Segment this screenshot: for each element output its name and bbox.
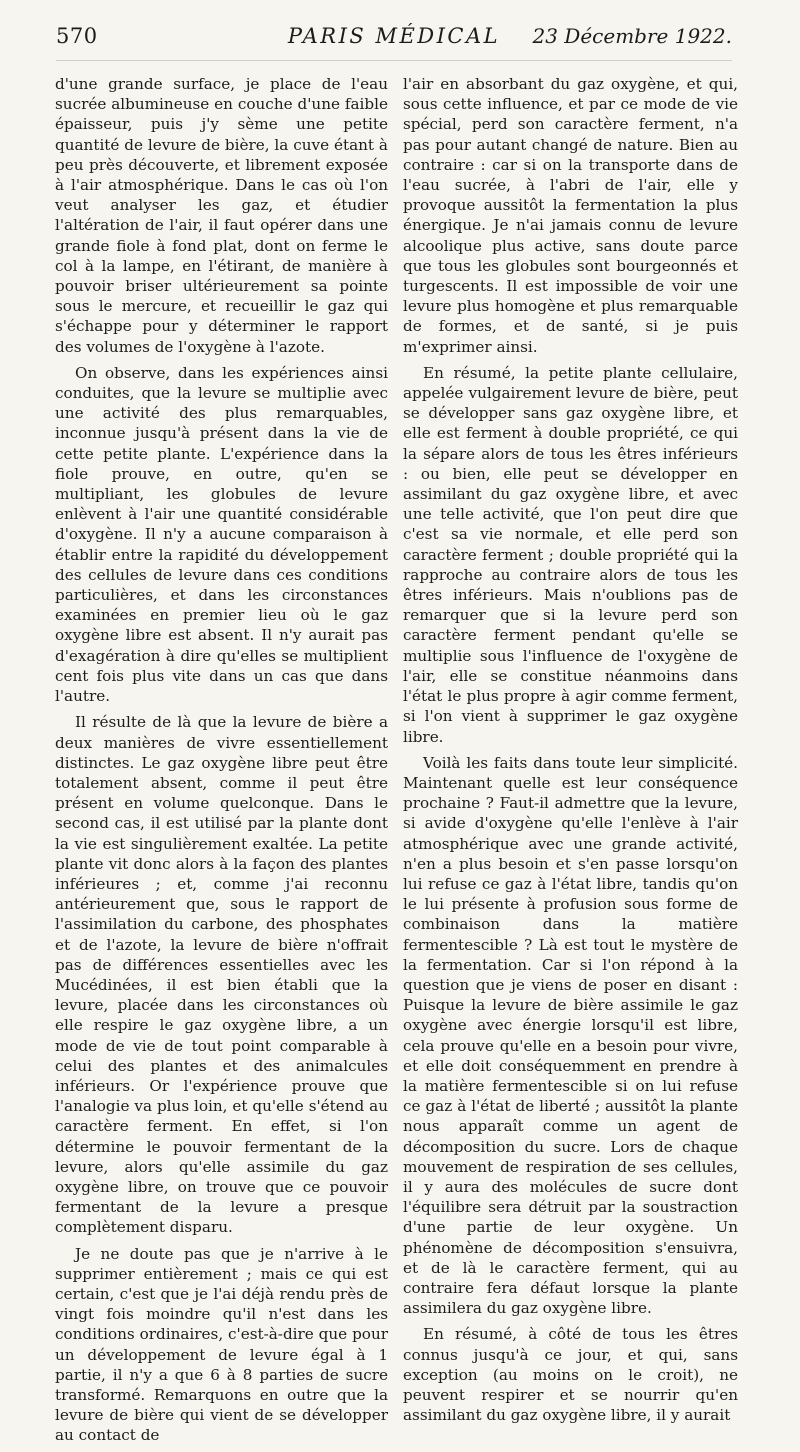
page-number: 570 <box>56 24 98 48</box>
paragraph: Voilà les faits dans toute leur simplicité. Maintenant quelle est leur conséquence prochaine ? Faut-il admettre que la levure, si avide d'oxygène qu'elle l'enlève à l'air atmosphérique avec une grande activité, n'en a plus besoin et s'en passe lorsqu'on lui refuse ce gaz à l'état libre, tandis qu'on le lui présente à profusion sous forme de combinaison dans la matière fermentescible ? Là est tout le mystère de la fermentation. Car si l'on répond à la question que je viens de poser en disant : Puisque la levure de bière assimile le gaz oxygène avec énergie lorsqu'il est libre, cela prouve qu'elle en a besoin pour vivre, et elle doit conséquemment en prendre à la matière fermentescible si on lui refuse ce gaz à l'état de liberté ; aussitôt la plante nous apparaît comme un agent de décomposition du sucre. Lors de chaque mouvement de respiration de ses cellules, il y aura des molécules de sucre dont l'équilibre sera détruit par la soustraction d'une partie de leur oxygène. Un phénomène de décomposition s'ensuivra, et de là le caractère ferment, qui au contraire fera défaut lorsque la plante assimilera du gaz oxygène libre. <box>403 753 738 1318</box>
journal-title: PARIS MÉDICAL <box>287 24 501 48</box>
paragraph: En résumé, la petite plante cellulaire, appelée vulgairement levure de bière, peut se développer sans gaz oxygène libre, et elle est ferment à double propriété, ce qui la sépare alors de tous les êtres inférieurs : ou bien, elle peut se développer en assimilant du gaz oxygène libre, et avec une telle activité, que l'on peut dire que c'est sa vie normale, et elle perd son caractère ferment ; double propriété qui la rapproche au contraire alors de tous les êtres inférieurs. Mais n'oublions pas de remarquer que si la levure perd son caractère ferment pendant qu'elle se multiplie sous l'influence de l'oxygène de l'air, elle se constitue néanmoins dans l'état le plus propre à agir comme ferment, si l'on vient à supprimer le gaz oxygène libre. <box>403 363 738 746</box>
paragraph: l'air en absorbant du gaz oxygène, et qui, sous cette influence, et par ce mode de vie spécial, perd son caractère ferment, n'a pas pour autant changé de nature. Bien au contraire : car si on la transporte dans de l'eau sucrée, à l'abri de l'air, elle y provoque aussitôt la fermentation la plus énergique. Je n'ai jamais connu de levure alcoolique plus active, sans doute parce que tous les globules sont bourgeonnés et turgescents. Il est impossible de voir une levure plus homogène et plus remarquable de formes, et de santé, si je puis m'exprimer ainsi. <box>403 75 738 356</box>
right-column <box>403 74 738 1431</box>
paragraph: Je ne doute pas que je n'arrive à le supprimer entièrement ; mais ce qui est certain, c'est que je l'ai déjà rendu près de vingt fois moindre qu'il n'est dans les conditions ordinaires, c'est-à-dire que pour un développement de levure égal à 1 partie, il n'y a que 6 à 8 parties de sucre transformé. Remarquons en outre que la levure de bière qui vient de se développer au contact de <box>55 1244 388 1445</box>
paragraph: En résumé, à côté de tous les êtres connus jusqu'à ce jour, et qui, sans exception (au moins on le croit), ne peuvent respirer et se nourrir qu'en assimilant du gaz oxygène libre, il y aurait <box>403 1325 738 1425</box>
paragraph: On observe, dans les expériences ainsi conduites, que la levure se multiplie avec une activité des plus remarquables, inconnue jusqu'à présent dans la vie de cette petite plante. L'expérience dans la fiole prouve, en outre, qu'en se multipliant, les globules de levure enlèvent à l'air une quantité considérable d'oxygène. Il n'y a aucune comparaison à établir entre la rapidité du développement des cellules de levure dans ces conditions particulières, et dans les circonstances examinées en premier lieu où le gaz oxygène libre est absent. Il n'y aurait pas d'exagération à dire qu'elles se multiplient cent fois plus vite dans un cas que dans l'autre. <box>55 363 388 706</box>
left-column <box>55 74 388 1452</box>
paragraph: Il résulte de là que la levure de bière a deux manières de vivre essentiellement distinctes. Le gaz oxygène libre peut être totalement absent, comme il peut être présent en volume quelconque. Dans le second cas, il est utilisé par la plante dont la vie est singulièrement exaltée. La petite plante vit donc alors à la façon des plantes inférieures ; et, comme j'ai reconnu antérieurement que, sous le rapport de l'assimilation du carbone, des phosphates et de l'azote, la levure de bière n'offrait pas de différences essentielles avec les Mucédinées, il est bien établi que la levure, placée dans les circonstances où elle respire le gaz oxygène libre, a un mode de vie de tout point comparable à celui des plantes et des animalcules inférieurs. Or l'expérience prouve que l'analogie va plus loin, et qu'elle s'étend au caractère ferment. En effet, si l'on détermine le pouvoir fermentant de la levure, alors qu'elle assimile du gaz oxygène libre, on trouve que ce pouvoir fermentant de la levure a presque complètement disparu. <box>55 713 388 1237</box>
paragraph: d'une grande surface, je place de l'eau sucrée albumineuse en couche d'une faible épaisseur, puis j'y sème une petite quantité de levure de bière, la cuve étant à peu près découverte, et librement exposée à l'air atmosphérique. Dans le cas où l'on veut analyser les gaz, et étudier l'altération de l'air, il faut opérer dans une grande fiole à fond plat, dont on ferme le col à la lampe, en l'étirant, de manière à pouvoir briser ultérieurement sa pointe sous le mercure, et recueillir le gaz qui s'échappe pour y déterminer le rapport des volumes de l'oxygène à l'azote. <box>55 75 388 356</box>
page-header <box>56 20 732 61</box>
issue-date: 23 Décembre 1922. <box>532 24 732 48</box>
